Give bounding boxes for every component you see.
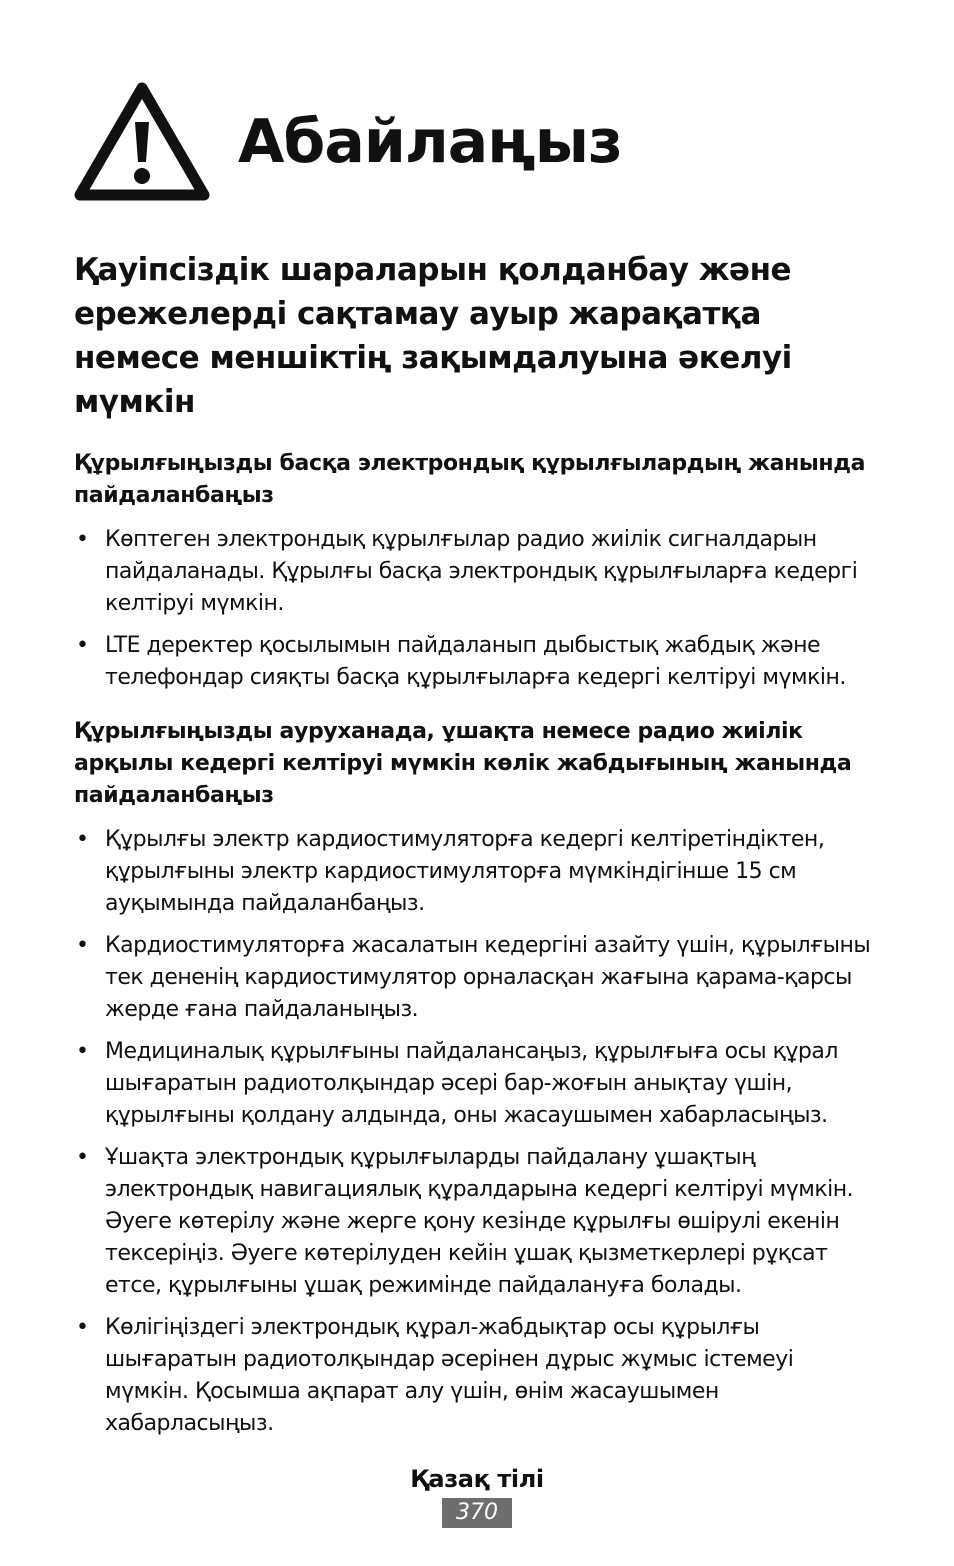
bullet-list: [74, 524, 874, 694]
bullet-list: [74, 824, 874, 1440]
bullet-item: [74, 824, 874, 920]
bullet-dot: •: [76, 827, 89, 852]
bullet-dot: •: [76, 1145, 89, 1170]
page-content: [74, 248, 874, 1462]
section-electronic-devices: [74, 448, 874, 694]
bullet-text: LTE деректер қосылымын пайдаланып дыбыстық жабдық және телефондар сияқты басқа құрылғыларға кедергі келтіруі мүмкін.: [105, 633, 846, 690]
bullet-text: Құрылғы электр кардиостимуляторға кедергі келтіретіндіктен, құрылғыны электр кардиостимуляторға мүмкіндігінше 15 см ауқымында пайдаланбаңыз.: [105, 827, 825, 916]
bullet-text: Көптеген электрондық құрылғылар радио жиілік сигналдарын пайдаланады. Құрылғы басқа электрондық құрылғыларға кедергі келтіруі мүмкін.: [105, 527, 858, 616]
bullet-item: [74, 524, 874, 620]
bullet-text: Кардиостимуляторға жасалатын кедергіні азайту үшін, құрылғыны тек дененің кардиостимулятор орналасқан жағына қарама-қарсы жерде ғана пайдаланыңыз.: [105, 933, 871, 1022]
bullet-dot: •: [76, 1315, 89, 1340]
warning-triangle-icon: [74, 82, 210, 202]
bullet-dot: •: [76, 527, 89, 552]
section-title: Құрылғыңызды басқа электрондық құрылғылардың жанында пайдаланбаңыз: [74, 451, 866, 508]
safety-lead-heading: Қауіпсіздік шараларын қолданбау және ережелерді сақтамау ауыр жарақатқа немесе меншіктің зақымдалуына әкелуі мүмкін: [74, 252, 792, 420]
bullet-dot: •: [76, 633, 89, 658]
section-title: Құрылғыңызды ауруханада, ұшақта немесе радио жиілік арқылы кедергі келтіруі мүмкін көлік жабдығының жанында пайдаланбаңыз: [74, 719, 852, 808]
bullet-item: [74, 1036, 874, 1132]
language-label: Қазақ тілі: [410, 1465, 544, 1493]
bullet-dot: •: [76, 933, 89, 958]
page-number: 370: [442, 1498, 512, 1528]
bullet-text: Көлігіңіздегі электрондық құрал-жабдықтар осы құрылғы шығаратын радиотолқындар әсерінен дұрыс жұмыс істемеуі мүмкін. Қосымша ақпарат алу үшін, өнім жасаушымен хабарласыңыз.: [105, 1315, 794, 1436]
section-hospital-aircraft: [74, 716, 874, 1440]
bullet-text: Ұшақта электрондық құрылғыларды пайдалану ұшақтың электрондық навигациялық құралдарына кедергі келтіруі мүмкін. Әуеге көтерілу және жерге қону кезінде құрылғы өшірулі екенін тексеріңіз. Әуеге көтерілуден кейін ұшақ қызметкерлері рұқсат етсе, құрылғыны ұшақ режимінде пайдалануға болады.: [105, 1145, 854, 1298]
bullet-item: [74, 930, 874, 1026]
bullet-item: [74, 1312, 874, 1440]
page-title: Абайлаңыз: [238, 107, 622, 177]
bullet-text: Медициналық құрылғыны пайдалансаңыз, құрылғыға осы құрал шығаратын радиотолқындар әсері бар-жоғын анықтау үшін, құрылғыны қолдану алдында, оны жасаушымен хабарласыңыз.: [105, 1039, 838, 1128]
bullet-item: [74, 1142, 874, 1302]
bullet-item: [74, 630, 874, 694]
page-header: [74, 82, 622, 202]
bullet-dot: •: [76, 1039, 89, 1064]
page-footer: [0, 1462, 954, 1528]
